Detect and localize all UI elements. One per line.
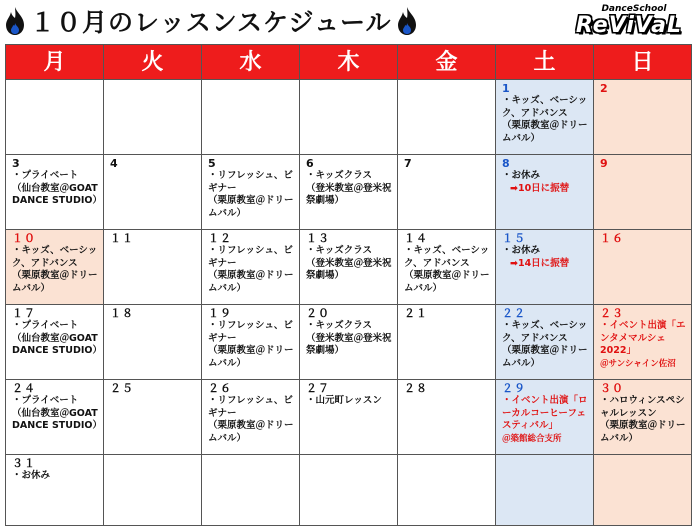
day-cell-saturday	[496, 380, 594, 455]
lesson-location: （栗原教室＠ドリームバル）	[208, 195, 294, 219]
lesson-name: ・プライベート	[12, 320, 79, 331]
day-cell	[6, 155, 104, 230]
lesson-name: ・お休み	[12, 470, 51, 481]
day-number: ３０	[600, 382, 624, 395]
lesson-location: （栗原教室＠ドリームバル）	[600, 420, 686, 444]
lesson-name: ・リフレッシュ、ビギナー	[208, 170, 293, 194]
weekday-header-row	[6, 45, 692, 80]
day-cell	[104, 155, 202, 230]
logo-subtext: DanceSchool	[601, 4, 667, 14]
day-number: ３１	[12, 457, 36, 470]
day-number: ２３	[600, 307, 624, 320]
day-number: １３	[306, 232, 330, 245]
day-cell-saturday	[496, 155, 594, 230]
lesson-name: ・キッズ、ベーシック、アドバンス	[502, 95, 588, 119]
weekday-thu: 木	[300, 45, 398, 80]
day-cell-sunday	[594, 305, 692, 380]
title-area	[4, 4, 418, 38]
day-number: １１	[110, 232, 134, 245]
day-cell	[398, 230, 496, 305]
day-cell-saturday	[496, 230, 594, 305]
lesson-name: ・キッズクラス	[306, 170, 373, 181]
logo-text: ReViVaL	[575, 13, 683, 38]
day-cell	[202, 380, 300, 455]
lesson-location: （仙台教室＠GOAT DANCE STUDIO）	[12, 407, 102, 431]
day-cell	[300, 380, 398, 455]
day-number: ２８	[404, 382, 428, 395]
weekday-wed: 水	[202, 45, 300, 80]
day-number: １８	[110, 307, 134, 320]
day-number: ２９	[502, 382, 526, 395]
day-number: 4	[110, 157, 119, 170]
weekday-sat: 土	[496, 45, 594, 80]
day-cell	[104, 455, 202, 526]
day-cell	[104, 80, 202, 155]
day-number: ２４	[12, 382, 36, 395]
day-number: ２５	[110, 382, 134, 395]
day-cell	[300, 80, 398, 155]
day-number: 5	[208, 157, 217, 170]
lesson-name: ・お休み	[502, 245, 541, 256]
lesson-location: （栗原教室＠ドリームバル）	[502, 120, 588, 144]
day-number: １６	[600, 232, 624, 245]
week-row	[6, 380, 692, 455]
day-number: ２２	[502, 307, 526, 320]
week-row	[6, 455, 692, 526]
lesson-name: ・プライベート	[12, 395, 79, 406]
lesson-location: （仙台教室＠GOAT DANCE STUDIO）	[12, 182, 102, 206]
flame-icon	[396, 6, 418, 36]
reschedule-note: ➡10日に振替	[510, 182, 570, 194]
lesson-name: ・キッズクラス	[306, 245, 373, 256]
day-number: ２１	[404, 307, 428, 320]
day-cell	[6, 380, 104, 455]
day-number: ２６	[208, 382, 232, 395]
lesson-name: ・キッズ、ベーシック、アドバンス	[404, 245, 490, 269]
day-cell-sunday	[594, 455, 692, 526]
day-cell	[398, 155, 496, 230]
day-number: 2	[600, 82, 609, 95]
lesson-name: ・リフレッシュ、ビギナー	[208, 395, 293, 419]
day-cell	[6, 305, 104, 380]
lesson-name: ・キッズ、ベーシック、アドバンス	[502, 320, 588, 344]
lesson-location: （栗原教室＠ドリームバル）	[208, 345, 294, 369]
lesson-location: （登米教室＠登米祝祭劇場）	[306, 332, 392, 356]
day-number: 3	[12, 157, 21, 170]
day-number: 1	[502, 82, 511, 95]
day-number: ２０	[306, 307, 330, 320]
day-cell	[398, 80, 496, 155]
lesson-location: （栗原教室＠ドリームバル）	[502, 345, 588, 369]
day-number: 7	[404, 157, 413, 170]
day-number: 6	[306, 157, 315, 170]
day-number: １０	[12, 232, 36, 245]
day-cell-saturday	[496, 455, 594, 526]
day-cell	[300, 305, 398, 380]
week-row	[6, 305, 692, 380]
lesson-location: （栗原教室＠ドリームバル）	[12, 270, 98, 294]
weekday-sun: 日	[594, 45, 692, 80]
lesson-location: （登米教室＠登米祝祭劇場）	[306, 257, 392, 281]
lesson-name: ・リフレッシュ、ビギナー	[208, 320, 293, 344]
lesson-location: （仙台教室＠GOAT DANCE STUDIO）	[12, 332, 102, 356]
day-cell	[6, 455, 104, 526]
event-title: ・イベント出演「エンタメマルシェ2022」	[600, 320, 686, 356]
flame-icon	[4, 6, 26, 36]
lesson-name: ・ハロウィンスペシャルレッスン	[600, 395, 685, 419]
day-number: １４	[404, 232, 428, 245]
day-cell-saturday	[496, 80, 594, 155]
day-cell	[6, 80, 104, 155]
lesson-name: ・キッズクラス	[306, 320, 373, 331]
weekday-fri: 金	[398, 45, 496, 80]
day-cell-sunday	[594, 230, 692, 305]
lesson-location: （栗原教室＠ドリームバル）	[208, 420, 294, 444]
day-cell	[300, 155, 398, 230]
lesson-name: ・山元町レッスン	[306, 395, 382, 406]
day-number: １２	[208, 232, 232, 245]
day-cell	[202, 230, 300, 305]
lesson-name: ・リフレッシュ、ビギナー	[208, 245, 293, 269]
day-cell-holiday	[6, 230, 104, 305]
day-number: １９	[208, 307, 232, 320]
day-cell-sunday	[594, 380, 692, 455]
page-title: １０月のレッスンスケジュール	[30, 8, 392, 37]
day-number: ２７	[306, 382, 330, 395]
day-cell	[104, 305, 202, 380]
event-venue: ＠サンシャイン佐沼	[600, 358, 676, 369]
day-cell-sunday	[594, 155, 692, 230]
day-cell	[104, 380, 202, 455]
day-number: 8	[502, 157, 511, 170]
day-cell	[202, 455, 300, 526]
weekday-mon: 月	[6, 45, 104, 80]
week-row	[6, 155, 692, 230]
lesson-location: （栗原教室＠ドリームバル）	[208, 270, 294, 294]
lesson-location: （栗原教室＠ドリームバル）	[404, 270, 490, 294]
lesson-location: （登米教室＠登米祝祭劇場）	[306, 182, 392, 206]
day-cell	[202, 155, 300, 230]
calendar-grid	[5, 44, 692, 526]
lesson-name: ・キッズ、ベーシック、アドバンス	[12, 245, 98, 269]
day-cell	[300, 455, 398, 526]
day-cell	[398, 305, 496, 380]
day-cell-saturday	[496, 305, 594, 380]
day-cell	[300, 230, 398, 305]
event-venue: ＠築館総合支所	[502, 433, 562, 444]
day-cell	[202, 80, 300, 155]
weekday-tue: 火	[104, 45, 202, 80]
lesson-name: ・お休み	[502, 170, 541, 181]
reschedule-note: ➡14日に振替	[510, 257, 570, 269]
school-logo	[570, 4, 688, 40]
day-cell-sunday	[594, 80, 692, 155]
day-number: １５	[502, 232, 526, 245]
week-row	[6, 80, 692, 155]
day-cell	[398, 380, 496, 455]
event-title: ・イベント出演「ローカルコーヒーフェスティバル」	[502, 395, 588, 431]
header	[0, 0, 694, 42]
day-number: 9	[600, 157, 609, 170]
day-number: １７	[12, 307, 36, 320]
lesson-name: ・プライベート	[12, 170, 79, 181]
day-cell	[398, 455, 496, 526]
week-row	[6, 230, 692, 305]
day-cell	[104, 230, 202, 305]
day-cell	[202, 305, 300, 380]
